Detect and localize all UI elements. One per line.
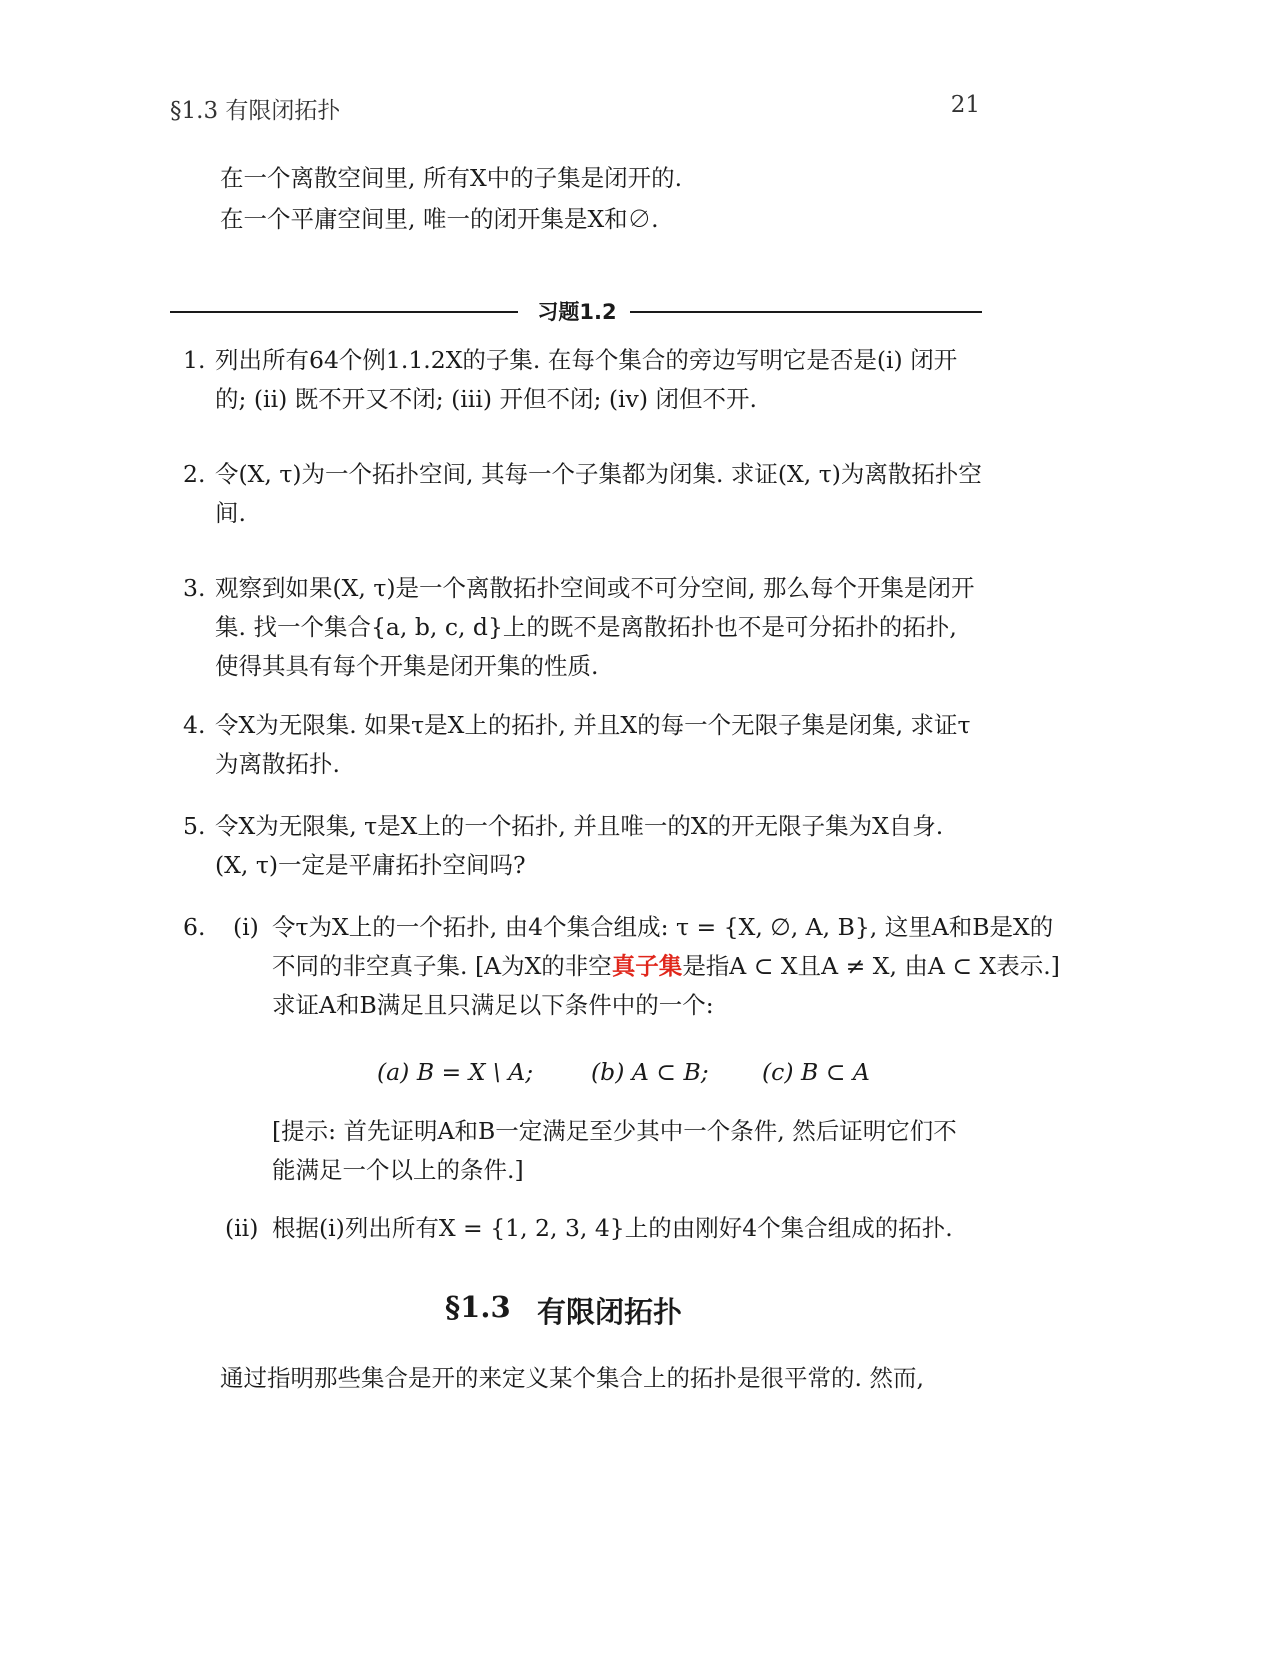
part-i-text bbox=[272, 908, 1072, 1025]
running-head-section: §1.3 有限闭拓扑 bbox=[170, 98, 341, 124]
section-title bbox=[445, 1290, 865, 1334]
page-number: 21 bbox=[950, 92, 980, 118]
exercise-4 bbox=[183, 706, 983, 784]
intro-text bbox=[220, 158, 980, 240]
part-i-text-b: 是指A ⊂ X且A ≠ X, 由A ⊂ X表示.] 求证A和B满足且只满足以下条件中的一个: bbox=[272, 952, 1060, 1019]
section-name: 有限闭拓扑 bbox=[537, 1295, 683, 1329]
exercise-text: 列出所有64个例1.1.2X的子集. 在每个集合的旁边写明它是否是(i) 闭开的; (ii) 既不开又不闭; (iii) 开但不闭; (iv) 闭但不开. bbox=[215, 346, 958, 413]
part-i-text-a: 令τ为X上的一个拓扑, 由4个集合组成: τ = {X, ∅, A, B}, 这里A和B是X的不同的非空真子集. [A为X的非空 bbox=[272, 913, 1054, 980]
exercise-number: 2. bbox=[183, 460, 206, 488]
exercise-number: 1. bbox=[183, 346, 206, 374]
exercise-number: 3. bbox=[183, 574, 206, 602]
exercise-3 bbox=[183, 569, 983, 686]
part-ii-text: 根据(i)列出所有X = {1, 2, 3, 4}上的由刚好4个集合组成的拓扑. bbox=[272, 1214, 953, 1242]
heading-rule-right bbox=[630, 311, 982, 313]
intro-line-2: 在一个平庸空间里, 唯一的闭开集是X和∅. bbox=[220, 205, 659, 233]
part-i-label: (i) bbox=[233, 913, 259, 941]
condition-b: (b) A ⊂ B; bbox=[591, 1058, 709, 1086]
exercise-text: 令X为无限集. 如果τ是X上的拓扑, 并且X的每一个无限子集是闭集, 求证τ为离散拓扑. bbox=[215, 711, 971, 778]
exercise-6 bbox=[183, 908, 1083, 1025]
exercises-heading bbox=[170, 296, 982, 330]
hint-text: [提示: 首先证明A和B一定满足至少其中一个条件, 然后证明它们不能满足一个以上的条件.] bbox=[272, 1117, 957, 1184]
highlight-term: 真子集 bbox=[611, 952, 683, 980]
exercise-number: 5. bbox=[183, 812, 206, 840]
exercise-text: 令X为无限集, τ是X上的一个拓扑, 并且唯一的X的开无限子集为X自身. (X, τ)一定是平庸拓扑空间吗? bbox=[215, 812, 944, 879]
exercise-text: 令(X, τ)为一个拓扑空间, 其每一个子集都为闭集. 求证(X, τ)为离散拓扑空间. bbox=[215, 460, 982, 527]
exercise-1 bbox=[183, 341, 983, 419]
exercise-5 bbox=[183, 807, 983, 885]
exercise-number: 6. bbox=[183, 913, 206, 941]
closing-text: 通过指明那些集合是开的来定义某个集合上的拓扑是很平常的. 然而, bbox=[220, 1364, 924, 1392]
heading-rule-left bbox=[170, 311, 518, 313]
running-head bbox=[170, 92, 980, 132]
intro-line-1: 在一个离散空间里, 所有X中的子集是闭开的. bbox=[220, 164, 683, 192]
part-ii bbox=[225, 1209, 985, 1248]
exercise-2 bbox=[183, 455, 983, 533]
exercise-number: 4. bbox=[183, 711, 206, 739]
exercises-heading-title: 习题1.2 bbox=[537, 300, 617, 324]
condition-c: (c) B ⊂ A bbox=[762, 1058, 870, 1086]
exercise-text: 观察到如果(X, τ)是一个离散拓扑空间或不可分空间, 那么每个开集是闭开集. 找一个集合{a, b, c, d}上的既不是离散拓扑也不是可分拓扑的拓扑, 使得其具有每个开集是闭开集的性质. bbox=[215, 574, 975, 680]
part-ii-label: (ii) bbox=[225, 1214, 259, 1242]
condition-a: (a) B = X \ A; bbox=[377, 1058, 534, 1086]
section-number: §1.3 bbox=[445, 1290, 511, 1324]
